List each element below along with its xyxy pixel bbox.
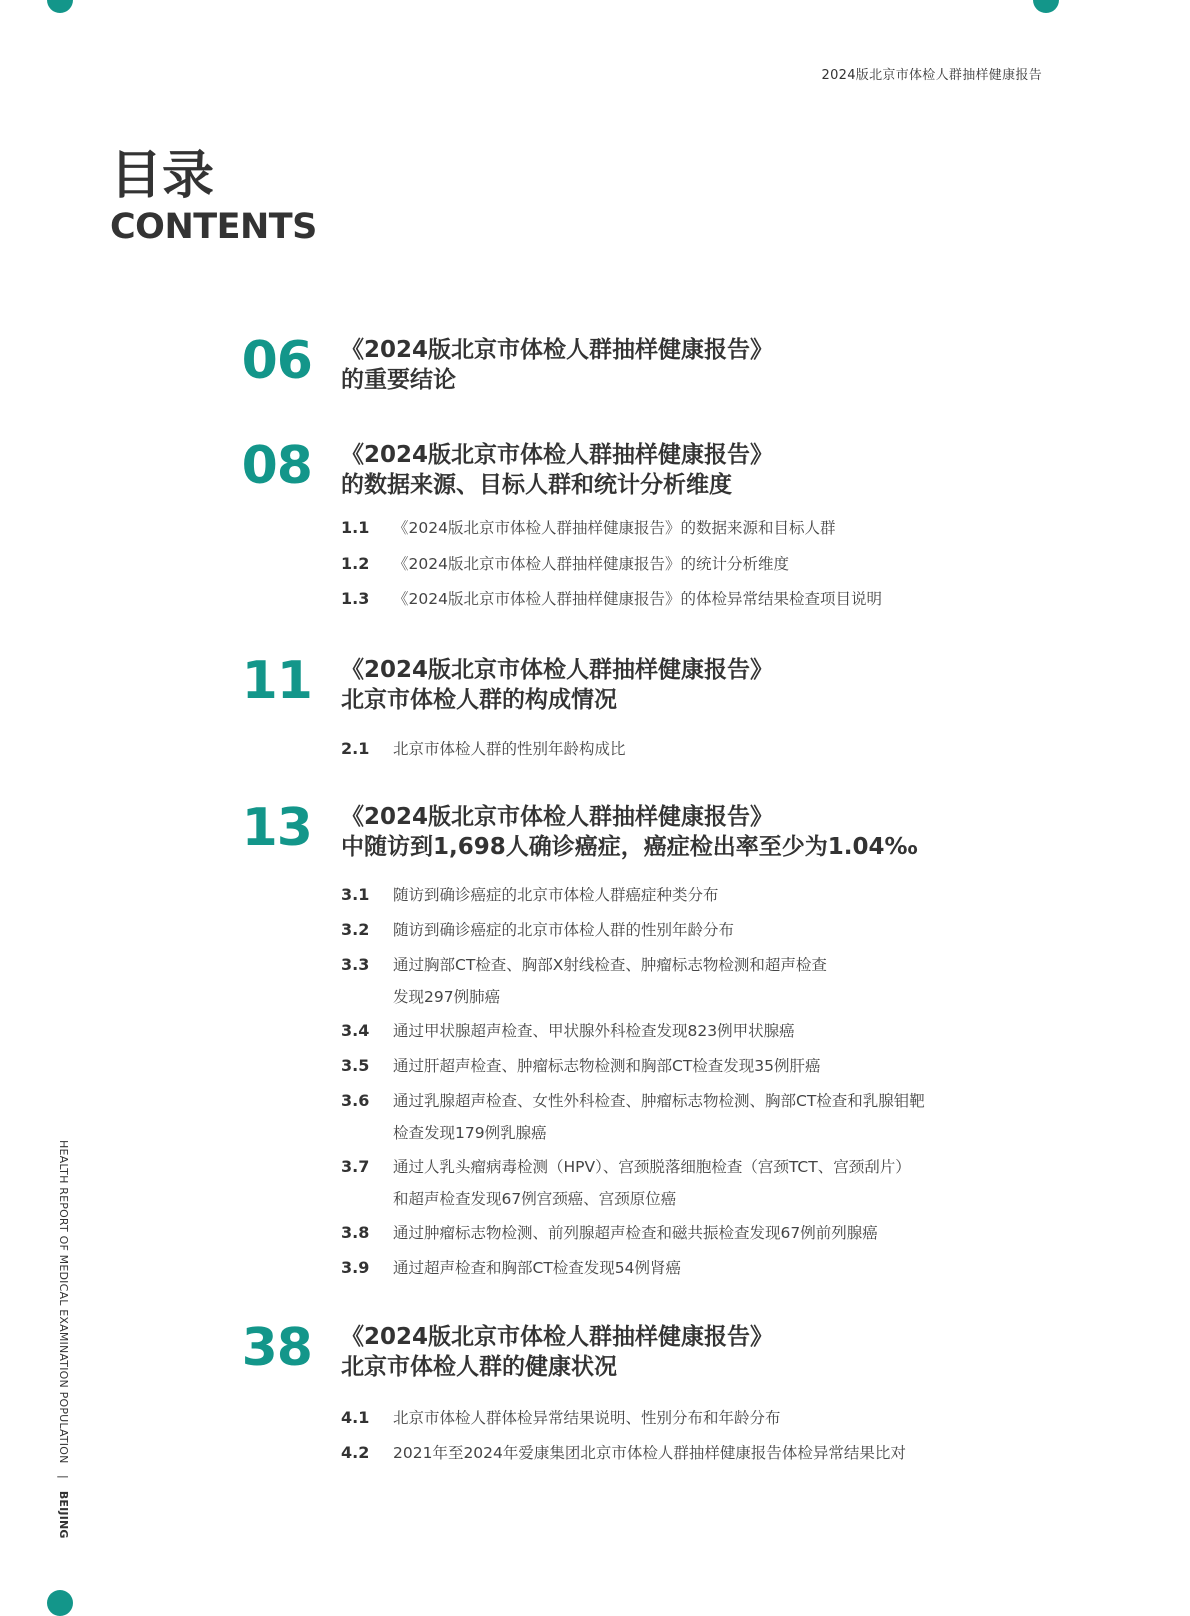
subsection-title-line: 《2024版北京市体检人群抽样健康报告》的统计分析维度 xyxy=(393,555,789,573)
side-label-city: BEIJING xyxy=(57,1490,70,1539)
subsection-title-line: 2021年至2024年爱康集团北京市体检人群抽样健康报告体检异常结果比对 xyxy=(393,1444,906,1462)
subsection-title-line: 通过人乳头瘤病毒检测（HPV）、宫颈脱落细胞检查（宫颈TCT、宫颈刮片） xyxy=(393,1158,911,1176)
section-title-line: 《2024版北京市体检人群抽样健康报告》 xyxy=(341,804,774,830)
section-title[interactable] xyxy=(341,655,773,715)
subsection-number: 1.1 xyxy=(341,518,370,537)
subsection-number: 4.2 xyxy=(341,1443,370,1462)
subsection-number: 1.2 xyxy=(341,554,370,573)
subsection-number: 3.2 xyxy=(341,920,370,939)
subsection-number: 3.3 xyxy=(341,955,370,974)
subsection-number: 3.8 xyxy=(341,1223,370,1242)
side-label-text: HEALTH REPORT OF MEDICAL EXAMINATION POPULATION xyxy=(57,1140,70,1464)
section-title-line: 的数据来源、目标人群和统计分析维度 xyxy=(341,472,732,498)
subsection-number: 3.4 xyxy=(341,1021,370,1040)
subsection-title xyxy=(393,1151,1033,1215)
section-title[interactable] xyxy=(341,802,918,862)
subsection-title-line: 北京市体检人群体检异常结果说明、性别分布和年龄分布 xyxy=(393,1409,781,1427)
subsection-number: 3.6 xyxy=(341,1091,370,1110)
section-title[interactable] xyxy=(341,440,773,500)
section-title-line: 《2024版北京市体检人群抽样健康报告》 xyxy=(341,337,774,363)
subsection-title-line: 通过胸部CT检查、胸部X射线检查、肿瘤标志物检测和超声检查 xyxy=(393,956,827,974)
subsection-title-line: 随访到确诊癌症的北京市体检人群的性别年龄分布 xyxy=(393,921,735,939)
subsection-title xyxy=(393,1217,1033,1249)
decor-dot-top-left xyxy=(47,0,73,13)
subsection-title-line: 通过超声检查和胸部CT检查发现54例肾癌 xyxy=(393,1259,682,1277)
contents-heading-en: CONTENTS xyxy=(110,207,317,247)
subsection-title xyxy=(393,1085,1033,1149)
subsection-title-line: 检查发现179例乳腺癌 xyxy=(393,1124,547,1142)
subsection-title-line: 北京市体检人群的性别年龄构成比 xyxy=(393,740,626,758)
subsection-title-line: 随访到确诊癌症的北京市体检人群癌症种类分布 xyxy=(393,886,719,904)
decor-dot-top-right xyxy=(1033,0,1059,13)
subsection-title-line: 和超声检查发现67例宫颈癌、宫颈原位癌 xyxy=(393,1190,677,1208)
subsection-number: 2.1 xyxy=(341,739,370,758)
section-title-line: 北京市体检人群的健康状况 xyxy=(341,1354,617,1380)
subsection-title xyxy=(393,1252,1033,1284)
section-title-line: 《2024版北京市体检人群抽样健康报告》 xyxy=(341,1324,774,1350)
subsection-number: 4.1 xyxy=(341,1408,370,1427)
section-page-number[interactable]: 08 xyxy=(241,436,312,496)
subsection-number: 1.3 xyxy=(341,589,370,608)
subsection-title xyxy=(393,1437,1033,1469)
subsection-title xyxy=(393,1050,1033,1082)
section-title-line: 北京市体检人群的构成情况 xyxy=(341,687,617,713)
subsection-title xyxy=(393,1402,1033,1434)
section-title-line: 《2024版北京市体检人群抽样健康报告》 xyxy=(341,657,774,683)
section-page-number[interactable]: 11 xyxy=(241,651,312,711)
section-page-number[interactable]: 06 xyxy=(241,331,312,391)
subsection-title-line: 通过乳腺超声检查、女性外科检查、肿瘤标志物检测、胸部CT检查和乳腺钼靶 xyxy=(393,1092,925,1110)
subsection-title-line: 《2024版北京市体检人群抽样健康报告》的体检异常结果检查项目说明 xyxy=(393,590,882,608)
subsection-title xyxy=(393,733,1033,765)
subsection-title xyxy=(393,548,1033,580)
side-label xyxy=(57,1140,70,1539)
decor-dot-bottom-left xyxy=(47,1590,73,1616)
subsection-number: 3.1 xyxy=(341,885,370,904)
subsection-title xyxy=(393,583,1033,615)
subsection-number: 3.9 xyxy=(341,1258,370,1277)
subsection-title-line: 通过肿瘤标志物检测、前列腺超声检查和磁共振检查发现67例前列腺癌 xyxy=(393,1224,878,1242)
subsection-title xyxy=(393,914,1033,946)
subsection-title xyxy=(393,949,1033,1013)
running-header: 2024版北京市体检人群抽样健康报告 xyxy=(821,68,1042,83)
subsection-title xyxy=(393,1015,1033,1047)
subsection-title xyxy=(393,879,1033,911)
subsection-number: 3.7 xyxy=(341,1157,370,1176)
section-title-line: 的重要结论 xyxy=(341,367,456,393)
section-title[interactable] xyxy=(341,335,773,395)
section-title-line: 《2024版北京市体检人群抽样健康报告》 xyxy=(341,442,774,468)
subsection-title-line: 《2024版北京市体检人群抽样健康报告》的数据来源和目标人群 xyxy=(393,519,836,537)
subsection-number: 3.5 xyxy=(341,1056,370,1075)
subsection-title-line: 通过肝超声检查、肿瘤标志物检测和胸部CT检查发现35例肝癌 xyxy=(393,1057,821,1075)
subsection-title xyxy=(393,512,1033,544)
section-page-number[interactable]: 38 xyxy=(241,1318,312,1378)
section-page-number[interactable]: 13 xyxy=(241,798,312,858)
section-title-line: 中随访到1,698人确诊癌症，癌症检出率至少为1.04‰ xyxy=(341,834,918,860)
section-title[interactable] xyxy=(341,1322,773,1382)
subsection-title-line: 通过甲状腺超声检查、甲状腺外科检查发现823例甲状腺癌 xyxy=(393,1022,795,1040)
side-label-separator: | xyxy=(57,1475,70,1480)
subsection-title-line: 发现297例肺癌 xyxy=(393,988,501,1006)
contents-heading-zh: 目录 xyxy=(110,146,215,206)
